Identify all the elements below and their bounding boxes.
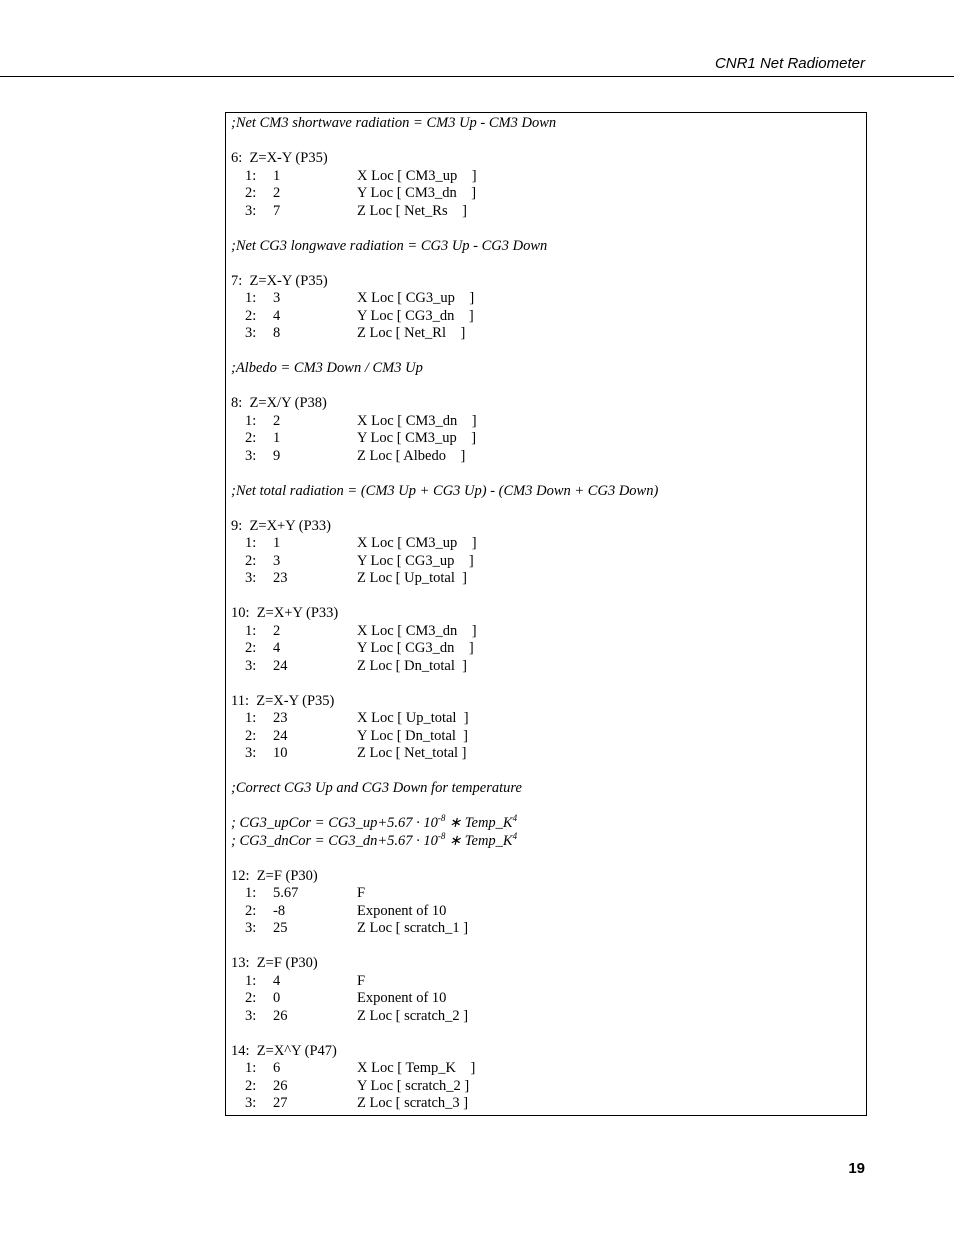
param-value: 3 [273, 290, 281, 306]
parameter-line [231, 185, 866, 203]
param-description: X Loc [ Up_total ] [357, 710, 469, 726]
parameter-line [231, 553, 866, 571]
param-value: 2 [273, 412, 281, 429]
param-index: 2: [245, 185, 257, 201]
param-index: 3: [245, 1095, 257, 1111]
instruction-line: 10: Z=X+Y (P33) [231, 605, 339, 621]
blank-line [231, 850, 866, 868]
instruction-line: 12: Z=F (P30) [231, 867, 318, 884]
formula-text: ; CG3_upCor = CG3_up+5.67 · 10 [231, 815, 438, 831]
param-index: 2: [245, 990, 257, 1006]
param-description: Y Loc [ CG3_dn ] [357, 307, 474, 324]
blank-line [231, 798, 866, 816]
param-index: 3: [245, 447, 257, 464]
formula-exponent: 4 [512, 830, 518, 841]
param-value: 26 [273, 1007, 288, 1024]
param-description: X Loc [ CG3_up ] [357, 290, 475, 306]
parameter-line [231, 413, 866, 431]
instruction-line: 11: Z=X-Y (P35) [231, 692, 335, 709]
param-index: 2: [245, 902, 257, 919]
param-index: 2: [245, 640, 257, 656]
instruction-line: 7: Z=X-Y (P35) [231, 272, 328, 289]
instruction-line: 6: Z=X-Y (P35) [231, 150, 328, 166]
param-index: 1: [245, 972, 257, 989]
running-header-title: CNR1 Net Radiometer [714, 55, 865, 72]
parameter-line [231, 290, 866, 308]
param-index: 1: [245, 535, 257, 551]
param-value: 9 [273, 447, 281, 464]
parameter-line [231, 535, 866, 553]
blank-line [231, 465, 866, 483]
parameter-line [231, 1008, 866, 1026]
param-description: Exponent of 10 [357, 990, 447, 1006]
param-index: 3: [245, 570, 257, 586]
parameter-line [231, 920, 866, 938]
param-value: 4 [273, 972, 281, 989]
formula-text: ∗ Temp_K [445, 832, 513, 849]
parameter-line [231, 885, 866, 903]
param-description: X Loc [ CM3_up ] [357, 167, 477, 184]
param-index: 1: [245, 885, 257, 901]
parameter-line [231, 448, 866, 466]
param-description: F [357, 972, 366, 989]
parameter-line [231, 990, 866, 1008]
blank-line [231, 378, 866, 396]
param-index: 3: [245, 657, 257, 674]
blank-line [231, 220, 866, 238]
blank-line [231, 255, 866, 273]
param-description: X Loc [ Temp_K ] [357, 1060, 476, 1076]
param-value: 4 [273, 307, 281, 324]
blank-line [231, 133, 866, 151]
program-listing-box [225, 112, 867, 1116]
param-value: 7 [273, 202, 281, 219]
parameter-line [231, 1078, 866, 1096]
formula-exponent: 4 [512, 813, 518, 823]
param-value: 1 [273, 167, 281, 184]
param-description: F [357, 885, 366, 901]
blank-line [231, 763, 866, 781]
formula-exponent: -8 [437, 813, 446, 823]
param-description: Y Loc [ Dn_total ] [357, 727, 469, 744]
parameter-line [231, 1060, 866, 1078]
formula-comment-line [231, 815, 866, 833]
parameter-line [231, 903, 866, 921]
param-description: Z Loc [ Albedo ] [357, 447, 466, 464]
param-index: 1: [245, 1060, 257, 1076]
parameter-line [231, 640, 866, 658]
formula-text: ∗ Temp_K [445, 815, 513, 831]
param-index: 1: [245, 412, 257, 429]
param-index: 3: [245, 202, 257, 219]
param-value: 6 [273, 1060, 281, 1076]
blank-line [231, 500, 866, 518]
parameter-line [231, 710, 866, 728]
comment-line: ;Correct CG3 Up and CG3 Down for temperature [231, 780, 522, 796]
header-rule [0, 76, 954, 77]
param-description: Z Loc [ Net_Rl ] [357, 325, 466, 341]
param-value: 23 [273, 710, 288, 726]
param-index: 3: [245, 325, 257, 341]
parameter-line [231, 203, 866, 221]
blank-line [231, 1025, 866, 1043]
param-description: Y Loc [ CG3_dn ] [357, 640, 474, 656]
comment-line: ;Net CG3 longwave radiation = CG3 Up - CG3 Down [231, 237, 548, 254]
formula-exponent: -8 [437, 830, 446, 841]
param-value: 25 [273, 920, 288, 936]
instruction-line: 14: Z=X^Y (P47) [231, 1042, 337, 1059]
param-description: Z Loc [ scratch_2 ] [357, 1007, 469, 1024]
blank-line [231, 588, 866, 606]
param-description: Exponent of 10 [357, 902, 447, 919]
comment-line: ;Net CM3 shortwave radiation = CM3 Up - CM3 Down [231, 115, 557, 131]
param-index: 2: [245, 1077, 257, 1094]
parameter-line [231, 325, 866, 343]
param-value: 5.67 [273, 885, 299, 901]
instruction-line: 9: Z=X+Y (P33) [231, 517, 331, 534]
parameter-line [231, 623, 866, 641]
parameter-line [231, 308, 866, 326]
parameter-line [231, 1095, 866, 1113]
formula-comment-line [231, 830, 866, 851]
param-index: 2: [245, 307, 257, 324]
param-value: -8 [273, 902, 286, 919]
param-index: 1: [245, 710, 257, 726]
param-index: 2: [245, 727, 257, 744]
param-description: Z Loc [ Net_Rs ] [357, 202, 467, 219]
comment-line: ;Albedo = CM3 Down / CM3 Up [231, 360, 423, 376]
param-description: X Loc [ CM3_dn ] [357, 622, 477, 639]
parameter-line [231, 728, 866, 746]
param-description: Z Loc [ scratch_1 ] [357, 920, 469, 936]
param-index: 2: [245, 430, 257, 446]
param-value: 2 [273, 622, 281, 639]
parameter-line [231, 430, 866, 448]
param-value: 27 [273, 1095, 288, 1111]
param-description: Z Loc [ Up_total ] [357, 570, 467, 586]
param-description: X Loc [ CM3_up ] [357, 535, 477, 551]
param-value: 3 [273, 552, 281, 569]
param-description: Z Loc [ Dn_total ] [357, 657, 467, 674]
param-value: 0 [273, 990, 281, 1006]
param-value: 2 [273, 185, 281, 201]
param-description: Y Loc [ CM3_dn ] [357, 185, 477, 201]
comment-line: ;Net total radiation = (CM3 Up + CG3 Up) - (CM3 Down + CG3 Down) [231, 482, 659, 499]
param-value: 24 [273, 727, 288, 744]
param-description: Y Loc [ CG3_up ] [357, 552, 474, 569]
param-description: Z Loc [ scratch_3 ] [357, 1095, 469, 1111]
param-value: 8 [273, 325, 281, 341]
instruction-line: 13: Z=F (P30) [231, 955, 318, 971]
param-description: Z Loc [ Net_total ] [357, 745, 467, 761]
blank-line [231, 343, 866, 361]
param-value: 26 [273, 1077, 288, 1094]
param-value: 23 [273, 570, 288, 586]
param-description: Y Loc [ scratch_2 ] [357, 1077, 470, 1094]
param-index: 3: [245, 920, 257, 936]
blank-line [231, 938, 866, 956]
param-index: 3: [245, 745, 257, 761]
parameter-line [231, 658, 866, 676]
param-value: 24 [273, 657, 288, 674]
instruction-line: 8: Z=X/Y (P38) [231, 395, 327, 411]
param-value: 4 [273, 640, 281, 656]
param-value: 1 [273, 535, 281, 551]
parameter-line [231, 973, 866, 991]
param-index: 3: [245, 1007, 257, 1024]
param-index: 1: [245, 622, 257, 639]
param-index: 2: [245, 552, 257, 569]
param-description: Y Loc [ CM3_up ] [357, 430, 477, 446]
param-index: 1: [245, 290, 257, 306]
parameter-line [231, 570, 866, 588]
param-value: 1 [273, 430, 281, 446]
param-value: 10 [273, 745, 288, 761]
param-description: X Loc [ CM3_dn ] [357, 412, 477, 429]
formula-text: ; CG3_dnCor = CG3_dn+5.67 · 10 [231, 832, 438, 849]
parameter-line [231, 168, 866, 186]
param-index: 1: [245, 167, 257, 184]
blank-line [231, 675, 866, 693]
parameter-line [231, 745, 866, 763]
page-number: 19 [848, 1160, 865, 1177]
